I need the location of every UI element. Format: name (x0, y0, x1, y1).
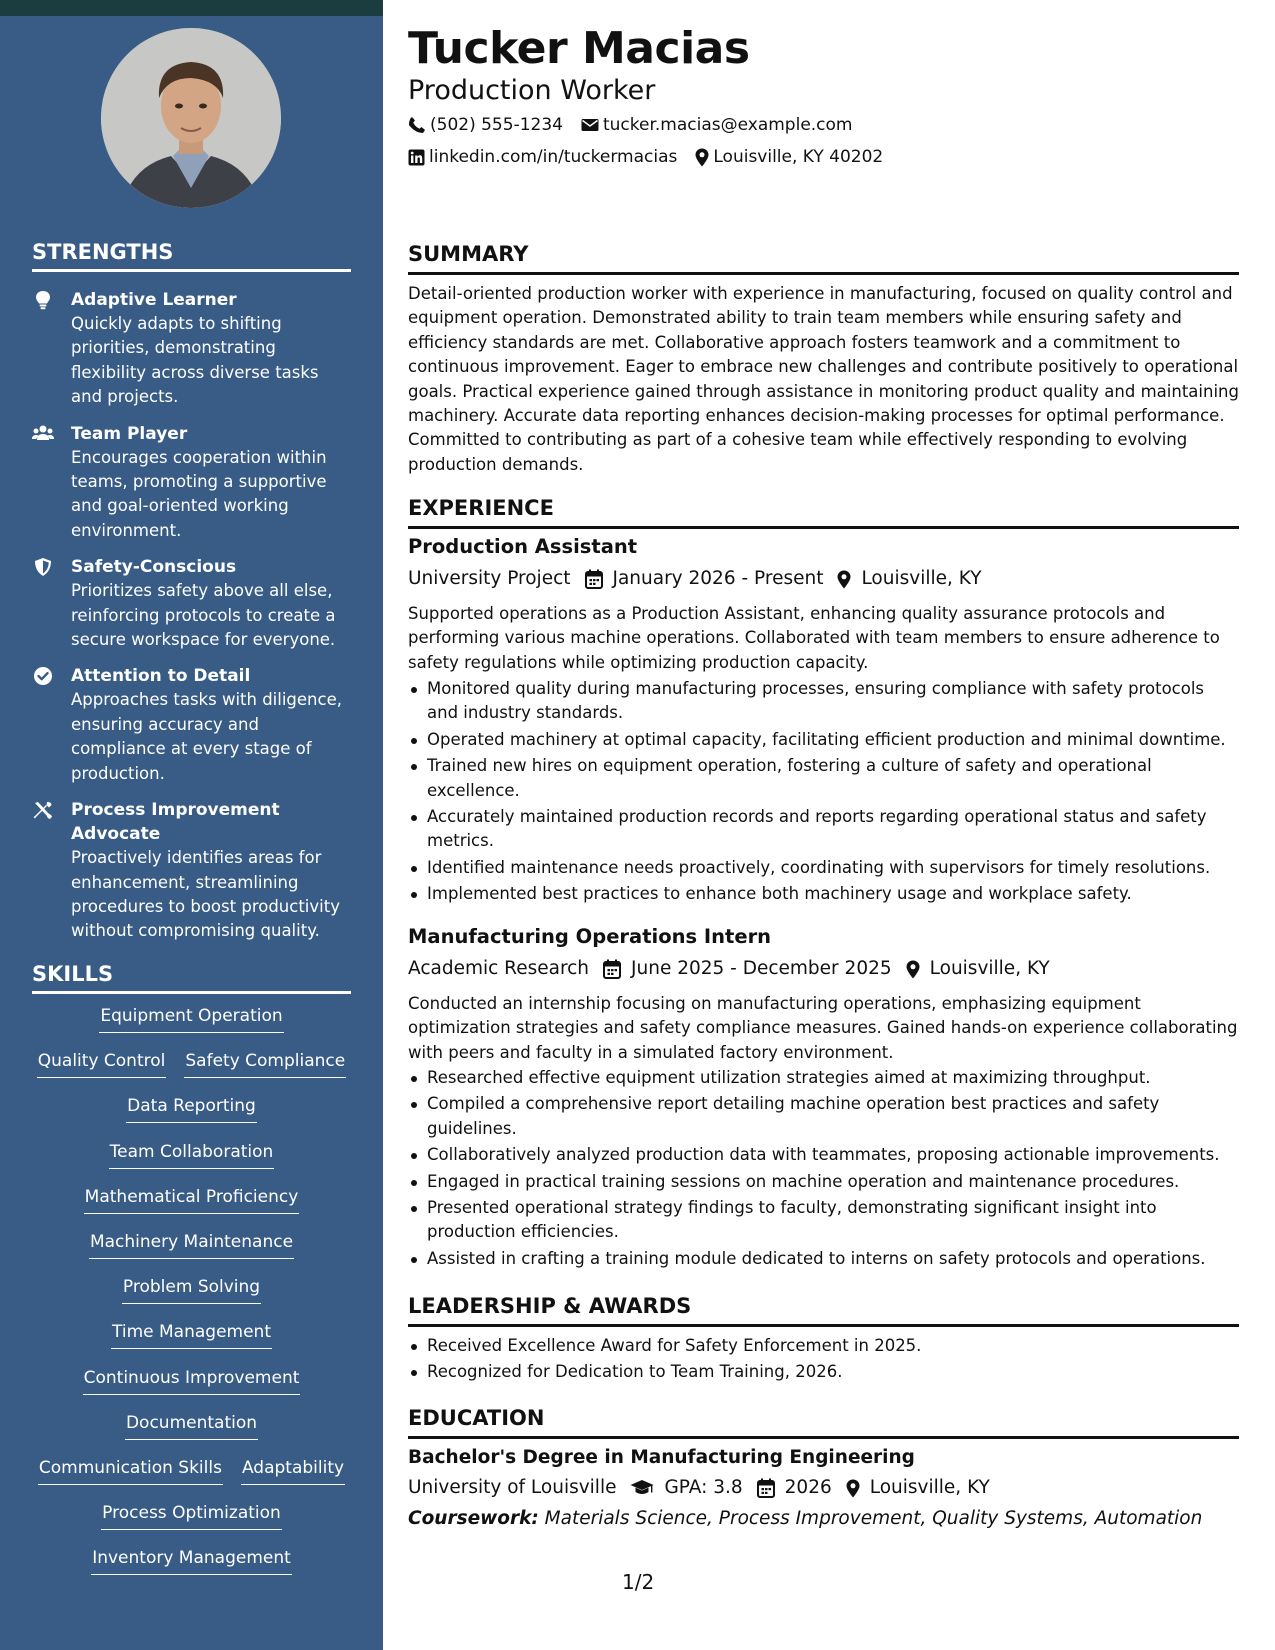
job-location (906, 956, 1050, 982)
strength-title: Safety-Conscious (71, 557, 237, 578)
strength-title: Team Player (71, 423, 188, 444)
job-dates-text: June 2025 - December 2025 (631, 958, 892, 979)
sidebar (0, 0, 383, 1650)
list-item: Presented operational strategy findings to faculty, demonstrating significant insight into production efficiencies. (408, 1196, 1240, 1245)
skill-tag: Mathematical Proficiency (84, 1185, 300, 1214)
skill-tag: Quality Control (37, 1049, 167, 1078)
tools-icon (32, 800, 54, 820)
job-location-text: Louisville, KY (929, 958, 1050, 979)
job-title: Production Assistant (408, 535, 638, 558)
skill-tag: Documentation (125, 1411, 258, 1440)
skill-tag: Safety Compliance (184, 1049, 346, 1078)
strengths-heading: STRENGTHS (32, 240, 351, 272)
phone-text: (502) 555-1234 (430, 115, 563, 135)
list-item: Assisted in crafting a training module dedicated to interns on safety protocols and operations. (408, 1247, 1240, 1271)
linkedin-link[interactable]: linkedin.com/in/tuckermacias (429, 147, 678, 167)
page-number: 1/2 (622, 1570, 655, 1594)
job-meta (408, 566, 996, 592)
skill-tag: Communication Skills (38, 1456, 223, 1485)
strength-item (32, 555, 352, 652)
strengths-list (32, 288, 352, 956)
coursework (408, 1506, 1202, 1532)
list-item: Operated machinery at optimal capacity, facilitating efficient production and minimal downtime. (408, 728, 1240, 752)
phone-icon (408, 116, 426, 134)
strength-description: Prioritizes safety above all else, reinforcing protocols to create a secure workspace for everyone. (71, 581, 336, 650)
skill-tag: Adaptability (241, 1456, 345, 1485)
calendar-icon (585, 569, 603, 589)
skill-tag: Machinery Maintenance (89, 1230, 294, 1259)
location-item (695, 145, 883, 169)
list-item: Received Excellence Award for Safety Enforcement in 2025. (408, 1334, 1240, 1358)
strength-description: Proactively identifies areas for enhancement, streamlining procedures to boost productivity without compromising quality. (71, 848, 340, 941)
candidate-name: Tucker Macias (408, 23, 750, 74)
linkedin-item[interactable] (408, 145, 677, 169)
job-dates-text: January 2026 - Present (612, 568, 824, 589)
strength-item (32, 422, 352, 544)
list-item: Trained new hires on equipment operation, fostering a culture of safety and operational excellence. (408, 754, 1240, 803)
list-item: Compiled a comprehensive report detailing machine operation best practices and safety guidelines. (408, 1092, 1240, 1141)
coursework-text: Materials Science, Process Improvement, Quality Systems, Automation (544, 1508, 1203, 1529)
job-bullets (408, 1066, 1240, 1273)
gpa-text: GPA: 3.8 (664, 1477, 743, 1498)
list-item: Engaged in practical training sessions on machine operation and maintenance procedures. (408, 1170, 1240, 1194)
map-pin-icon (695, 148, 709, 167)
contact-line-2 (408, 145, 901, 169)
awards-list (408, 1334, 1240, 1387)
map-pin-icon (846, 1479, 860, 1498)
list-item: Collaboratively analyzed production data with teammates, proposing actionable improvements. (408, 1143, 1240, 1167)
strength-title: Adaptive Learner (71, 290, 237, 310)
awards-heading: LEADERSHIP & AWARDS (408, 1292, 1239, 1327)
check-circle-icon (32, 666, 54, 686)
job-description: Supported operations as a Production Assistant, enhancing quality assurance protocols and performing various machine operations. Collaborated with team members to ensure adherence to safety regulations while optimizing production capacity. (408, 604, 1220, 672)
strength-item (32, 664, 352, 786)
degree-title: Bachelor's Degree in Manufacturing Engineering (408, 1447, 915, 1468)
strength-item (32, 798, 352, 944)
job-title: Manufacturing Operations Intern (408, 925, 772, 948)
strength-description: Quickly adapts to shifting priorities, demonstrating flexibility across diverse tasks and projects. (71, 314, 319, 407)
users-icon (32, 424, 54, 444)
email-link[interactable]: tucker.macias@example.com (602, 115, 853, 135)
school-location (846, 1475, 990, 1501)
job-org: Academic Research (408, 958, 590, 979)
calendar-icon (757, 1478, 775, 1498)
list-item: Identified maintenance needs proactively, coordinating with supervisors for timely resolutions. (408, 856, 1240, 880)
job-bullets (408, 677, 1240, 909)
profile-photo-icon (101, 28, 281, 208)
sidebar-top-bar (0, 0, 383, 16)
job-org: University Project (408, 568, 571, 589)
job-location-text: Louisville, KY (861, 568, 982, 589)
education-meta (408, 1475, 1004, 1501)
strength-title: Attention to Detail (71, 666, 251, 687)
skills-list (30, 1004, 353, 1591)
contact-line-1 (408, 113, 871, 137)
job-meta (408, 956, 1064, 982)
summary-text: Detail-oriented production worker with experience in manufacturing, focused on quality control and equipment operation. Demonstrated ability to train team members while ensuring safety and efficiency standards are met. Collaborative approach fosters teamwork and a commitment to continuous improvement. Eager to embrace new challenges and contribute positively to operational goals. Practical experience gained through assistance in monitoring product quality and maintaining machinery. Accurate data reporting enhances decision-making processes for optimal performance. Committed to contributing as part of a cohesive team while effectively responding to evolving production demands. (408, 284, 1239, 474)
experience-heading: EXPERIENCE (408, 494, 1239, 529)
list-item: Researched effective equipment utilization strategies aimed at maximizing throughput. (408, 1066, 1240, 1090)
school-name: University of Louisville (408, 1477, 617, 1498)
job-dates (585, 566, 824, 592)
candidate-title: Production Worker (408, 75, 656, 106)
avatar (101, 28, 281, 208)
summary-heading: SUMMARY (408, 240, 1239, 275)
list-item: Implemented best practices to enhance both machinery usage and workplace safety. (408, 882, 1240, 906)
skill-tag: Inventory Management (91, 1546, 292, 1575)
email-item[interactable] (581, 113, 853, 137)
skill-tag: Time Management (111, 1320, 272, 1349)
skill-tag: Data Reporting (126, 1094, 257, 1123)
phone-item (408, 113, 563, 137)
skill-tag: Equipment Operation (99, 1004, 283, 1033)
school-location-text: Louisville, KY (869, 1477, 990, 1498)
strength-description: Encourages cooperation within teams, promoting a supportive and goal-oriented working environment. (71, 447, 327, 540)
graduation-year (757, 1475, 832, 1501)
education-heading: EDUCATION (408, 1404, 1239, 1439)
strength-item (32, 288, 352, 410)
calendar-icon (603, 959, 621, 979)
skill-tag: Problem Solving (122, 1275, 261, 1304)
list-item: Monitored quality during manufacturing processes, ensuring compliance with safety protocols and industry standards. (408, 677, 1240, 726)
skill-tag: Process Optimization (101, 1501, 282, 1530)
lightbulb-icon (32, 290, 54, 310)
map-pin-icon (906, 960, 920, 979)
strength-title: Process Improvement Advocate (71, 800, 280, 845)
graduation-year-text: 2026 (784, 1477, 832, 1498)
skill-tag: Team Collaboration (109, 1140, 275, 1169)
job-location (837, 566, 981, 592)
linkedin-icon (408, 149, 425, 166)
location-text: Louisville, KY 40202 (713, 147, 884, 167)
strength-description: Approaches tasks with diligence, ensuring accuracy and compliance at every stage of production. (71, 690, 342, 783)
gpa (630, 1475, 742, 1501)
coursework-label: Coursework: (408, 1508, 539, 1529)
job-dates (603, 956, 892, 982)
shield-icon (32, 557, 54, 577)
list-item: Recognized for Dedication to Team Training, 2026. (408, 1360, 1240, 1384)
skill-tag: Continuous Improvement (83, 1366, 301, 1395)
graduation-cap-icon (630, 1479, 654, 1497)
envelope-icon (581, 117, 599, 133)
skills-heading: SKILLS (32, 962, 351, 994)
map-pin-icon (837, 570, 851, 589)
job-description: Conducted an internship focusing on manufacturing operations, emphasizing equipment optimization strategies and safety compliance measures. Gained hands-on experience collaborating with peers and faculty in a simulated factory environment. (408, 994, 1238, 1062)
list-item: Accurately maintained production records and reports regarding operational status and safety metrics. (408, 805, 1240, 854)
